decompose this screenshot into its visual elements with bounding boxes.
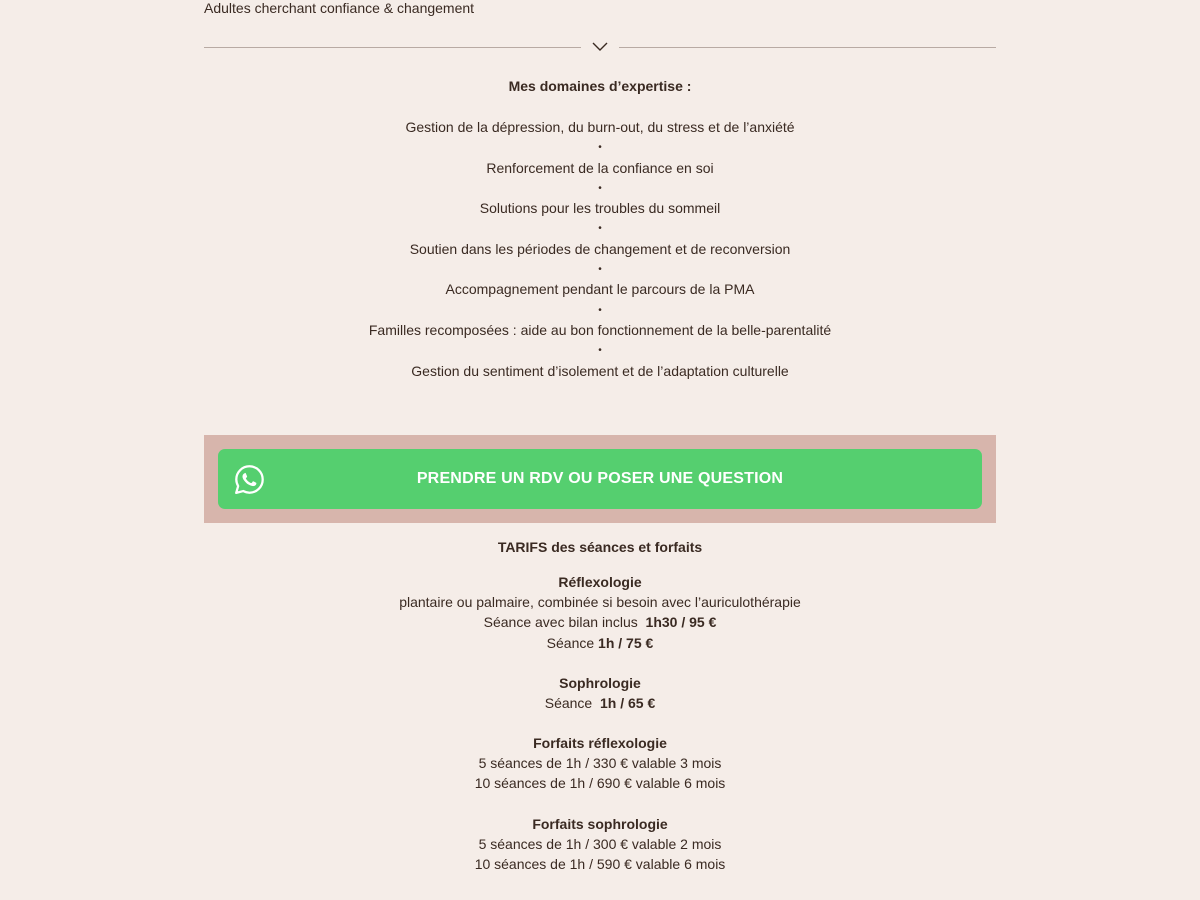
tarifs-title: TARIFS des séances et forfaits: [497, 539, 703, 555]
reflexologie-price-line: [0, 612, 1200, 632]
expertise-item: Accompagnement pendant le parcours de la PMA: [445, 281, 755, 298]
forfait-line: 10 séances de 1h / 590 € valable 6 mois: [474, 856, 726, 873]
bullet-separator: •: [598, 264, 602, 276]
bullet-separator: •: [598, 345, 602, 357]
divider-line-right: [619, 47, 996, 48]
chevron-down-icon: [590, 40, 610, 54]
reflexologie-title: Réflexologie: [558, 574, 642, 590]
forfaits-reflexologie-block: [0, 733, 1200, 794]
forfait-line: 10 séances de 1h / 690 € valable 6 mois: [474, 775, 726, 792]
cta-banner: [204, 435, 996, 523]
expertise-item: Familles recomposées : aide au bon fonctionnement de la belle-parentalité: [368, 321, 832, 338]
price-label: Séance: [544, 694, 593, 711]
whatsapp-contact-button[interactable]: [218, 449, 982, 509]
expertise-item: Solutions pour les troubles du sommeil: [479, 200, 721, 217]
reflexologie-price-line: [0, 633, 1200, 653]
price-label: Séance: [546, 634, 595, 651]
bullet-separator: •: [598, 304, 602, 316]
reflexologie-description: plantaire ou palmaire, combinée si besoin avec l’auriculothérapie: [399, 594, 801, 610]
bullet-separator: •: [598, 182, 602, 194]
sophrologie-price-line: [0, 693, 1200, 713]
forfaits-sophrologie-block: [0, 814, 1200, 875]
expertise-item: Gestion du sentiment d’isolement et de l’adaptation culturelle: [411, 362, 789, 379]
price-value: 1h / 75 €: [598, 634, 654, 651]
expertise-list: [0, 118, 1200, 382]
expertise-item: Soutien dans les périodes de changement et de reconversion: [409, 240, 791, 257]
forfait-line: 5 séances de 1h / 330 € valable 3 mois: [478, 755, 722, 772]
reflexologie-block: [0, 572, 1200, 653]
section-divider: [204, 38, 996, 58]
price-value: 1h30 / 95 €: [645, 614, 717, 631]
intro-text: Adultes cherchant confiance & changement: [204, 0, 475, 16]
divider-line-left: [204, 47, 581, 48]
price-label: Séance avec bilan inclus: [483, 614, 638, 631]
forfaits-reflexologie-title: Forfaits réflexologie: [533, 735, 667, 752]
tarifs-section: [0, 538, 1200, 894]
expertise-item: Renforcement de la confiance en soi: [486, 159, 714, 176]
forfait-line: 5 séances de 1h / 300 € valable 2 mois: [478, 835, 722, 852]
bullet-separator: •: [598, 223, 602, 235]
expertise-item: Gestion de la dépression, du burn-out, du stress et de l’anxiété: [405, 119, 795, 135]
sophrologie-title: Sophrologie: [559, 674, 641, 691]
price-value: 1h / 65 €: [600, 694, 656, 711]
expertise-title: Mes domaines d’expertise :: [508, 78, 692, 94]
forfaits-sophrologie-title: Forfaits sophrologie: [532, 815, 668, 832]
cta-button-label: PRENDRE UN RDV OU POSER UNE QUESTION: [416, 470, 784, 487]
bullet-separator: •: [598, 142, 602, 154]
sophrologie-block: [0, 673, 1200, 713]
